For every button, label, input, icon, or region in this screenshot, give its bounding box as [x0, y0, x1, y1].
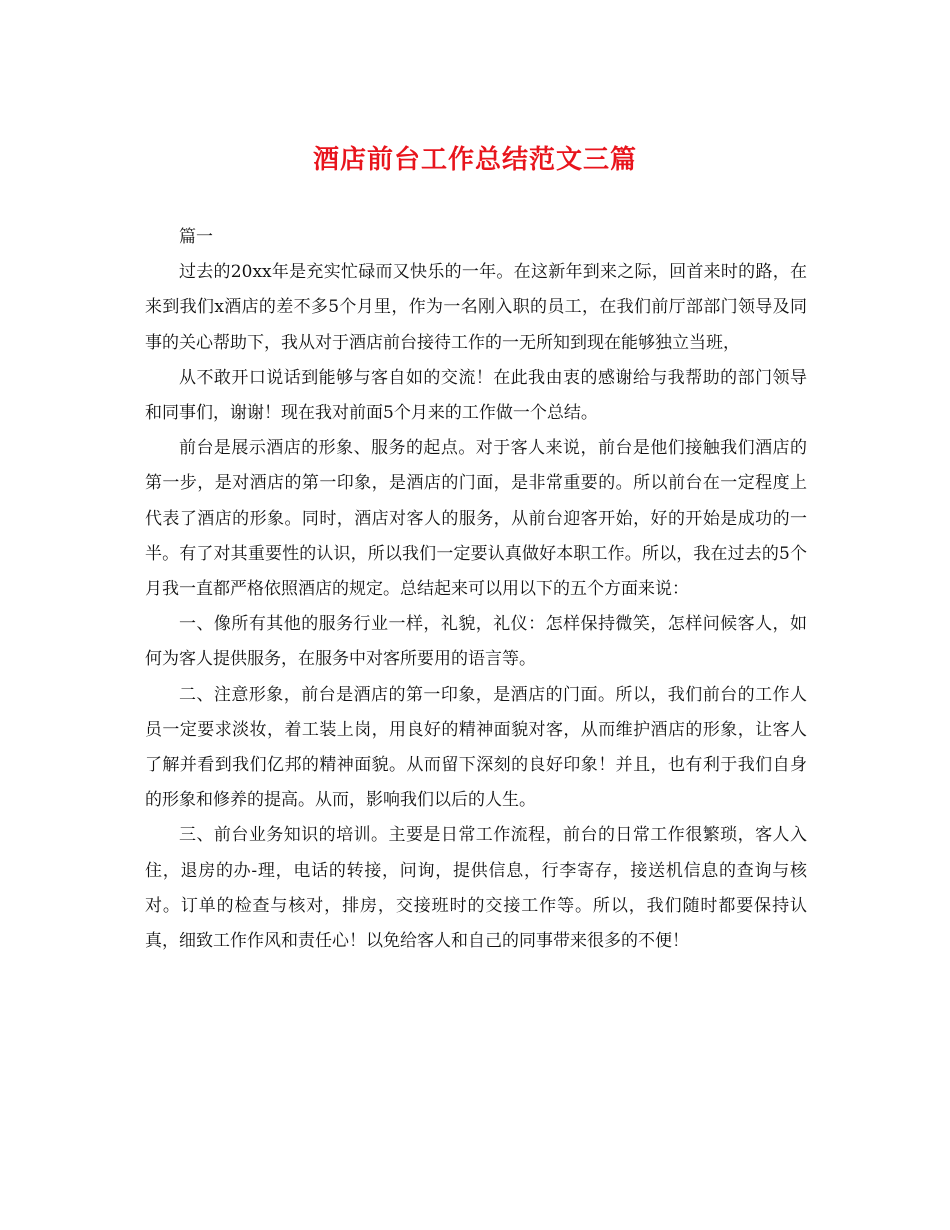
paragraph-point-two: 二、注意形象，前台是酒店的第一印象，是酒店的门面。所以，我们前台的工作人员一定要求淡妆，着工装上岗，用良好的精神面貌对客，从而维护酒店的形象，让客人了解并看到我们亿邦的精神面貌。从而留下深刻的良好印象！并且，也有利于我们自身的形象和修养的提高。从而，影响我们以后的人生。 [145, 684, 807, 811]
document-body [145, 220, 807, 959]
paragraph-thanks: 从不敢开口说话到能够与客自如的交流！在此我由衷的感谢给与我帮助的部门领导和同事们，谢谢！现在我对前面5个月来的工作做一个总结。 [145, 367, 807, 424]
paragraph-point-three: 三、前台业务知识的培训。主要是日常工作流程，前台的日常工作很繁琐，客人入住，退房的办-理，电话的转接，问询，提供信息，行李寄存，接送机信息的查询与核对。订单的检查与核对，排房，交接班时的交接工作等。所以，我们随时都要保持认真，细致工作作风和责任心！以免给客人和自己的同事带来很多的不便！ [145, 825, 807, 952]
paragraph-point-one: 一、像所有其他的服务行业一样，礼貌，礼仪：怎样保持微笑，怎样问候客人，如何为客人提供服务，在服务中对客所要用的语言等。 [145, 614, 807, 670]
section-heading: 篇一 [179, 227, 213, 247]
paragraph-intro: 过去的20xx年是充实忙碌而又快乐的一年。在这新年到来之际，回首来时的路，在来到我们x酒店的差不多5个月里，作为一名刚入职的员工，在我们前厅部部门领导及同事的关心帮助下，我从对于酒店前台接待工作的一无所知到现在能够独立当班， [145, 262, 807, 353]
paragraph-frontdesk-role: 前台是展示酒店的形象、服务的起点。对于客人来说，前台是他们接触我们酒店的第一步，是对酒店的第一印象，是酒店的门面，是非常重要的。所以前台在一定程度上代表了酒店的形象。同时，酒店对客人的服务，从前台迎客开始，好的开始是成功的一半。有了对其重要性的认识，所以我们一定要认真做好本职工作。所以，我在过去的5个月我一直都严格依照酒店的规定。总结起来可以用以下的五个方面来说： [145, 438, 807, 600]
document-title: 酒店前台工作总结范文三篇 [312, 145, 637, 175]
